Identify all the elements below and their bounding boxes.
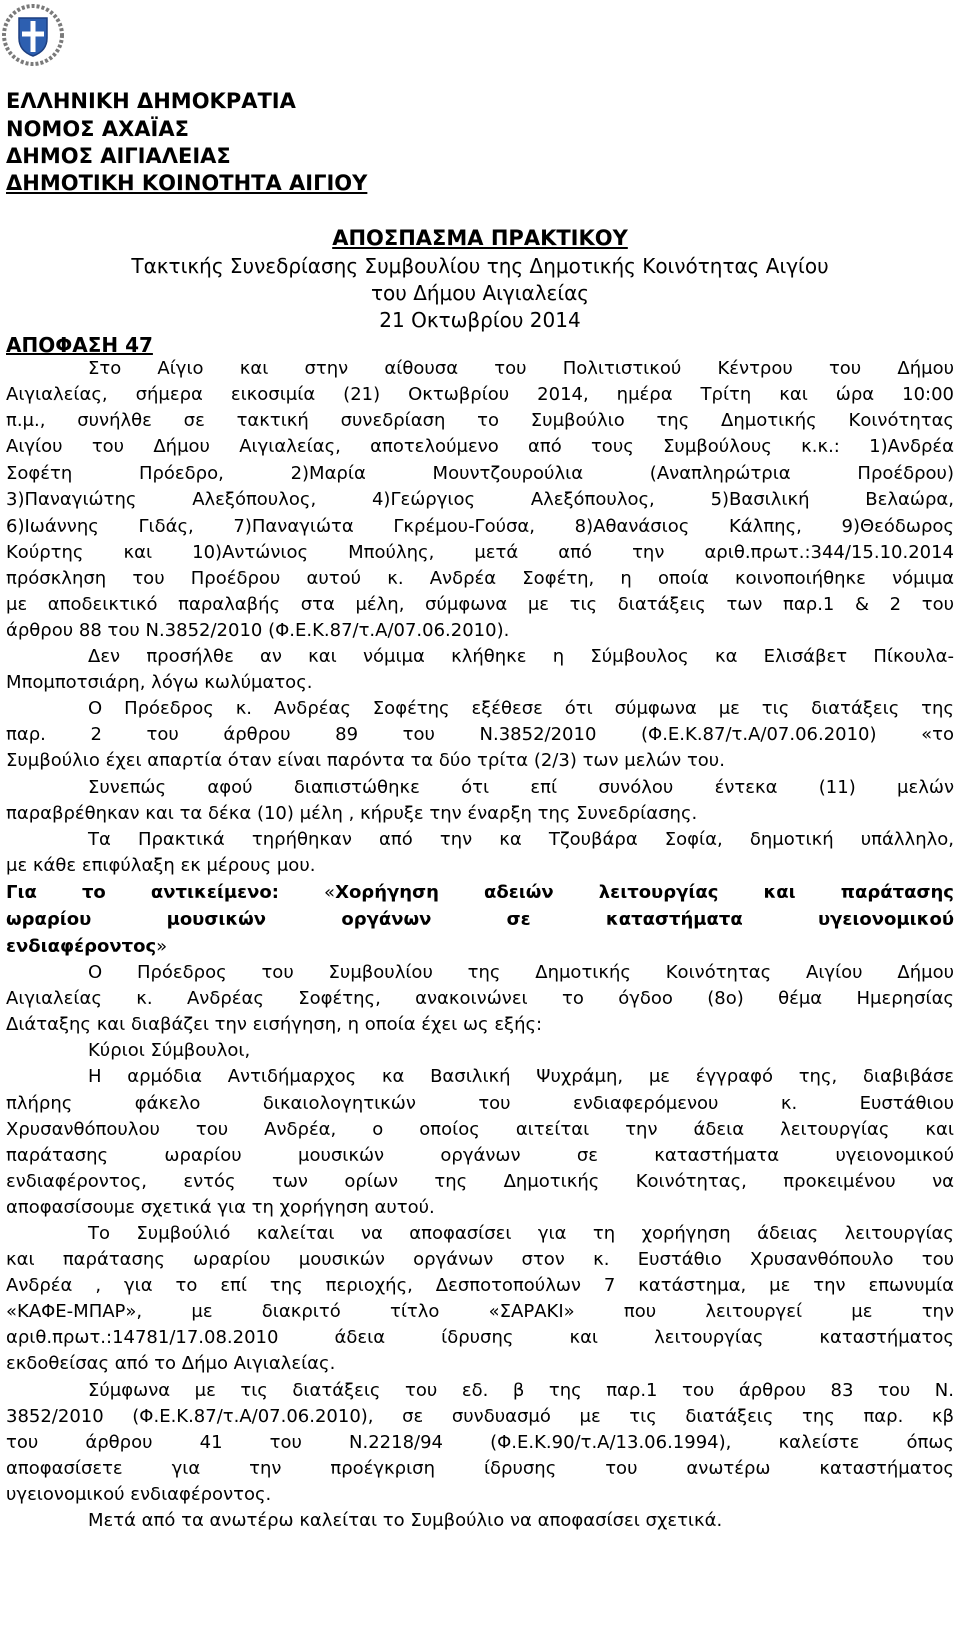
- body-line: αποφασίσετε για την προέγκριση ίδρυσης του ανωτέρω καταστήματος: [6, 1458, 954, 1479]
- body-line: Η αρμόδια Αντιδήμαρχος κα Βασιλική Ψυχράμη, με έγγραφό της, διαβιβάσε: [88, 1066, 954, 1087]
- body-line: Ο Πρόεδρος κ. Ανδρέας Σοφέτης εξέθεσε ότι σύμφωνα με τις διατάξεις της: [88, 698, 954, 719]
- body-line: εκδοθείσας από το Δήμο Αιγιαλείας.: [6, 1353, 336, 1374]
- session-date: 21 Οκτωβρίου 2014: [379, 308, 581, 332]
- body-line: π.μ., συνήλθε σε τακτική συνεδρίαση το Συμβούλιο της Δημοτικής Κοινότητας: [6, 410, 954, 431]
- body-line: αποφασίσουμε σχετικά για τη χορήγηση αυτού.: [6, 1197, 435, 1218]
- body-line: παραβρέθηκαν και τα δέκα (10) μέλη , κήρυξε την έναρξη της Συνεδρίασης.: [6, 803, 698, 824]
- body-line: ενδιαφέροντος, εντός των ορίων της Δημοτικής Κοινότητας, προκειμένου να: [6, 1171, 954, 1192]
- body-line: Δεν προσήλθε αν και νόμιμα κλήθηκε η Σύμβουλος κα Ελισάβετ Πίκουλα-: [88, 646, 954, 667]
- subject-text-1: Χορήγηση αδειών λειτουργίας και παράτασης: [335, 882, 954, 903]
- body-line: αριθ.πρωτ.:14781/17.08.2010 άδεια ίδρυσης και λειτουργίας καταστήματος: [6, 1327, 954, 1348]
- body-line: Αιγίου του Δήμου Αιγιαλείας, αποτελούμενο από τους Συμβούλους κ.κ.: 1)Ανδρέα: [6, 436, 954, 457]
- body-line: παράτασης ωραρίου μουσικών οργάνων σε καταστήματα υγειονομικού: [6, 1145, 954, 1166]
- body-line: «ΚΑΦΕ-ΜΠΑΡ», με διακριτό τίτλο «ΣΑΡΑΚΙ» που λειτουργεί με την: [6, 1301, 954, 1322]
- body-line: Μετά από τα ανωτέρω καλείται το Συμβούλιο να αποφασίσει σχετικά.: [88, 1510, 723, 1531]
- subject-close-quote: »: [156, 936, 168, 957]
- body-line: Κούρτης και 10)Αντώνιος Μπούλης, μετά από την αριθ.πρωτ.:344/15.10.2014: [6, 542, 954, 563]
- body-line: και παράτασης ωραρίου μουσικών οργάνων στον κ. Ευστάθιο Χρυσανθόπουλο του: [6, 1249, 954, 1270]
- extract-title-text: ΑΠΟΣΠΑΣΜΑ ΠΡΑΚΤΙΚΟΥ: [332, 226, 628, 250]
- body-line: με κάθε επιφύλαξη εκ μέρους μου.: [6, 855, 316, 876]
- body-line: 6)Ιωάννης Γιδάς, 7)Παναγιώτα Γκρέμου-Γούσα, 8)Αθανάσιος Κάλπης, 9)Θεόδωρος: [6, 516, 954, 537]
- body-line: Τα Πρακτικά τηρήθηκαν από την κα Τζουβάρα Σοφία, δημοτική υπάλληλο,: [88, 829, 954, 850]
- body-line: 3)Παναγιώτης Αλεξόπουλος, 4)Γεώργιος Αλεξόπουλος, 5)Βασιλική Βελαώρα,: [6, 489, 954, 510]
- body-line: Ανδρέα , για το επί της περιοχής, Δεσποτοπούλων 7 κατάστημα, με την επωνυμία: [6, 1275, 954, 1296]
- body-line: με αποδεικτικό παραλαβής στα μέλη, σύμφωνα με τις διατάξεις των παρ.1 & 2 του: [6, 594, 954, 615]
- body-line: 3852/2010 (Φ.Ε.Κ.87/τ.Α/07.06.2010), σε συνδυασμό με τις διατάξεις της παρ. κβ: [6, 1406, 954, 1427]
- body-line: Μπομποτσιάρη, λόγω κωλύματος.: [6, 672, 313, 693]
- extract-title: [0, 226, 960, 250]
- body-line: Το Συμβούλιό καλείται να αποφασίσει για τη χορήγηση άδειας λειτουργίας: [88, 1223, 954, 1244]
- body-line: παρ. 2 του άρθρου 89 του Ν.3852/2010 (Φ.Ε.Κ.87/τ.Α/07.06.2010) «το: [6, 724, 954, 745]
- body-line: Στο Αίγιο και στην αίθουσα του Πολιτιστικού Κέντρου του Δήμου: [88, 358, 954, 379]
- subject-line-2: ωραρίου μουσικών οργάνων σε καταστήματα υγειονομικού: [6, 909, 954, 930]
- greek-coat-of-arms-icon: [2, 4, 64, 66]
- body-line: πρόσκληση του Προέδρου αυτού κ. Ανδρέα Σοφέτη, η οποία κοινοποιήθηκε νόμιμα: [6, 568, 954, 589]
- decision-number: [6, 332, 153, 359]
- body-line: Αιγιαλείας, σήμερα εικοσιμία (21) Οκτωβρίου 2014, ημέρα Τρίτη και ώρα 10:00: [6, 384, 954, 405]
- body-line: Σύμφωνα με τις διατάξεις του εδ. β της παρ.1 του άρθρου 83 του Ν.: [88, 1380, 954, 1401]
- header-community: [6, 170, 367, 197]
- body-line: Συμβούλιο έχει απαρτία όταν είναι παρόντα τα δύο τρίτα (2/3) των μελών του.: [6, 750, 725, 771]
- session-subtitle: Τακτικής Συνεδρίασης Συμβουλίου της Δημοτικής Κοινότητας Αιγίου: [131, 254, 829, 278]
- header-country: ΕΛΛΗΝΙΚΗ ΔΗΜΟΚΡΑΤΙΑ: [6, 89, 296, 113]
- body-line: Ο Πρόεδρος του Συμβουλίου της Δημοτικής Κοινότητας Αιγίου Δήμου: [88, 962, 954, 983]
- body-line: Αιγιαλείας κ. Ανδρέας Σοφέτης, ανακοινώνει το όγδοο (8ο) θέμα Ημερησίας: [6, 988, 954, 1009]
- subject-open-quote: «: [324, 882, 336, 903]
- body-line: άρθρου 88 του Ν.3852/2010 (Φ.Ε.Κ.87/τ.Α/07.06.2010).: [6, 620, 510, 641]
- subject-line-3: [6, 936, 954, 957]
- body-line: υγειονομικού ενδιαφέροντος.: [6, 1484, 272, 1505]
- body-line: Κύριοι Σύμβουλοι,: [88, 1040, 251, 1061]
- header-prefecture: ΝΟΜΟΣ ΑΧΑΪΑΣ: [6, 117, 189, 141]
- session-municipality: του Δήμου Αιγιαλείας: [370, 281, 590, 305]
- body-line: Διάταξης και διαβάζει την εισήγηση, η οποία έχει ως εξής:: [6, 1014, 543, 1035]
- subject-label: Για το αντικείμενο:: [6, 882, 279, 903]
- body-line: του άρθρου 41 του Ν.2218/94 (Φ.Ε.Κ.90/τ.Α/13.06.1994), καλείστε όπως: [6, 1432, 954, 1453]
- header-municipality: ΔΗΜΟΣ ΑΙΓΙΑΛΕΙΑΣ: [6, 144, 231, 168]
- body-line: Συνεπώς αφού διαπιστώθηκε ότι επί συνόλου έντεκα (11) μελών: [88, 777, 954, 798]
- body-line: Σοφέτη Πρόεδρο, 2)Μαρία Μουντζουρούλια (Αναπληρώτρια Προέδρου): [6, 463, 954, 484]
- subject-text-3: ενδιαφέροντος: [6, 936, 157, 957]
- subject-line-1: [6, 882, 954, 903]
- decision-number-text: ΑΠΟΦΑΣΗ 47: [6, 333, 153, 357]
- body-line: Χρυσανθόπουλου του Ανδρέα, ο οποίος αιτείται την άδεια λειτουργίας και: [6, 1119, 954, 1140]
- body-line: πλήρης φάκελο δικαιολογητικών του ενδιαφερόμενου κ. Ευστάθιου: [6, 1093, 954, 1114]
- header-community-text: ΔΗΜΟΤΙΚΗ ΚΟΙΝΟΤΗΤΑ ΑΙΓΙΟΥ: [6, 171, 368, 195]
